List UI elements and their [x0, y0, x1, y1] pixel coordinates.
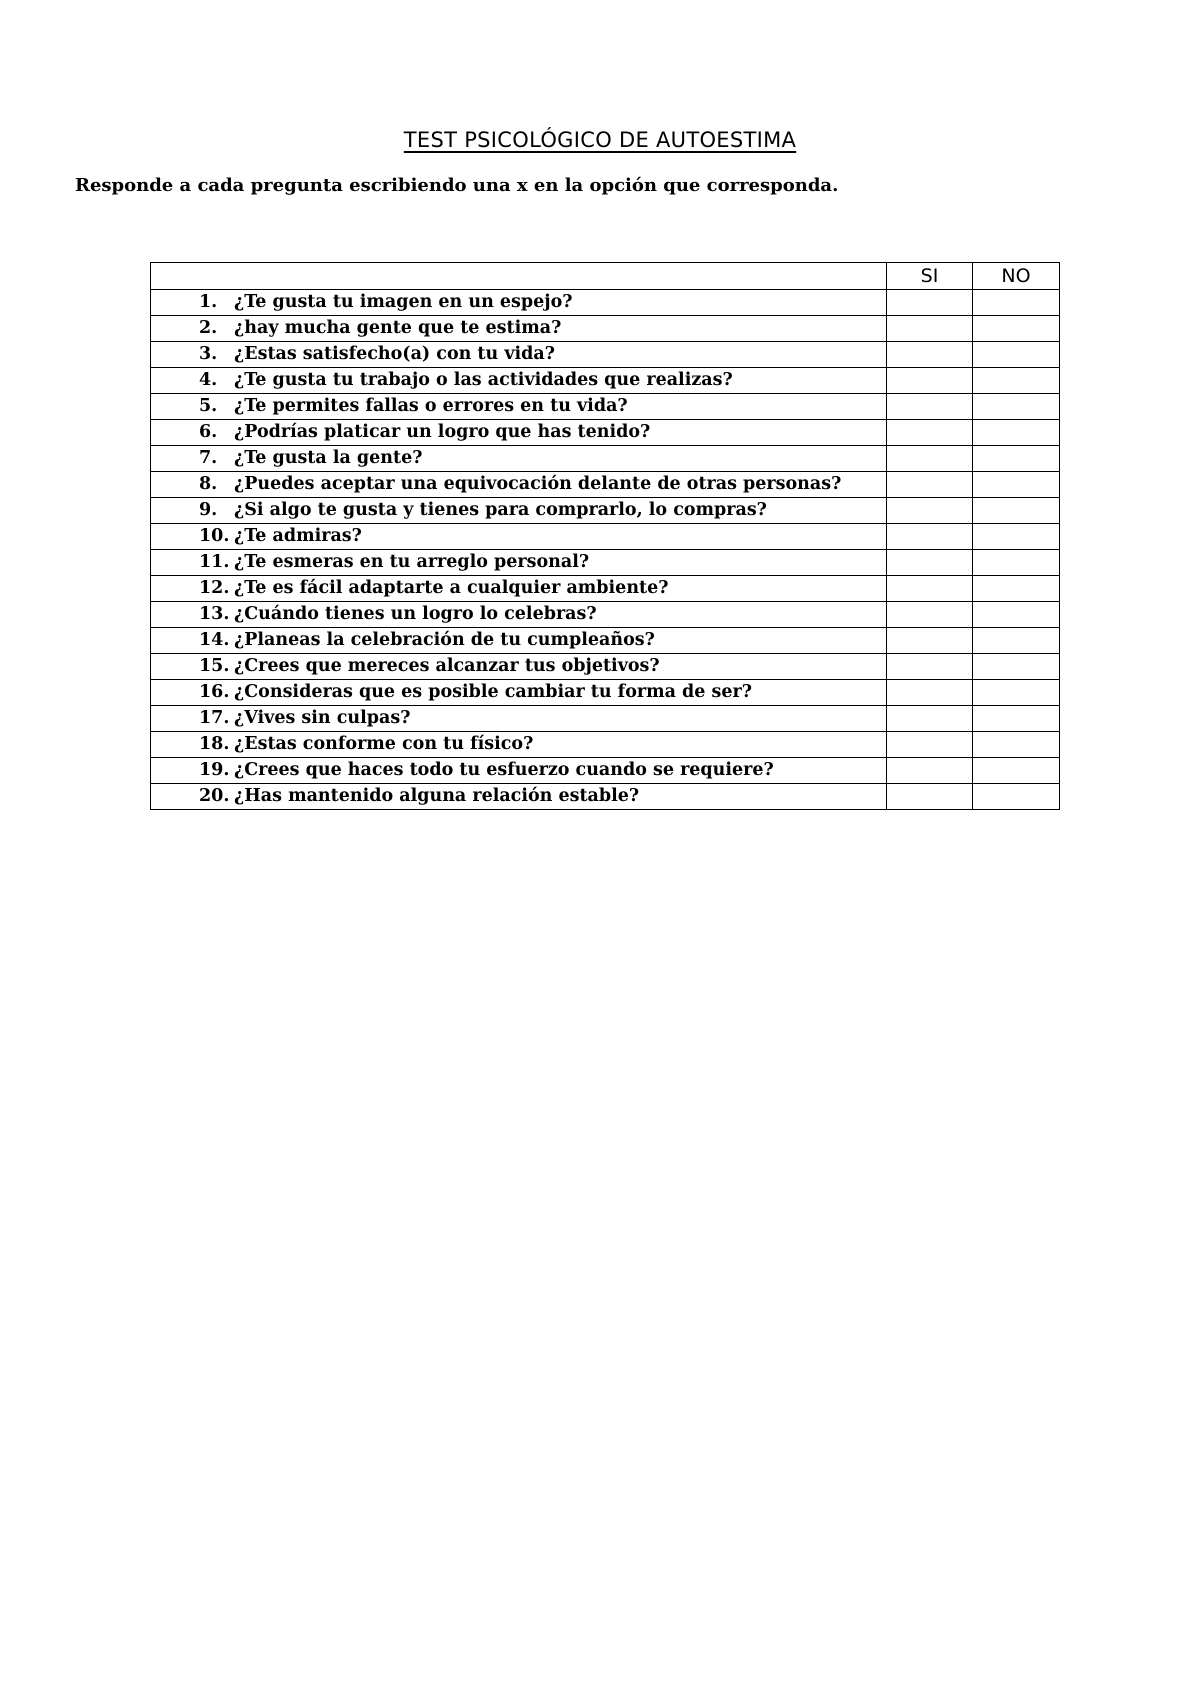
question-number: 17.	[199, 708, 230, 728]
question-cell	[151, 342, 887, 368]
answer-si-cell[interactable]	[887, 680, 973, 706]
table-row	[151, 524, 1060, 550]
question-text: ¿Te es fácil adaptarte a cualquier ambiente?	[234, 578, 669, 598]
answer-si-cell[interactable]	[887, 654, 973, 680]
question-cell	[151, 550, 887, 576]
answer-no-cell[interactable]	[973, 784, 1060, 810]
answer-si-cell[interactable]	[887, 706, 973, 732]
answer-si-cell[interactable]	[887, 420, 973, 446]
question-number: 16.	[199, 682, 230, 702]
question-cell	[151, 446, 887, 472]
answer-no-cell[interactable]	[973, 290, 1060, 316]
table-row	[151, 654, 1060, 680]
page-title-text: TEST PSICOLÓGICO DE AUTOESTIMA	[403, 128, 797, 152]
answer-no-cell[interactable]	[973, 524, 1060, 550]
answer-no-cell[interactable]	[973, 446, 1060, 472]
answer-si-cell[interactable]	[887, 784, 973, 810]
question-number: 13.	[199, 604, 230, 624]
table-row	[151, 628, 1060, 654]
question-text: ¿Cuándo tienes un logro lo celebras?	[234, 604, 597, 624]
answer-no-cell[interactable]	[973, 394, 1060, 420]
header-row	[151, 263, 1060, 290]
instructions-text: Responde a cada pregunta escribiendo una x en la opción que corresponda.	[75, 175, 839, 196]
question-number: 12.	[199, 578, 230, 598]
answer-no-cell[interactable]	[973, 628, 1060, 654]
table-row	[151, 316, 1060, 342]
question-text: ¿Has mantenido alguna relación estable?	[234, 786, 640, 806]
table-row	[151, 498, 1060, 524]
question-text: ¿Te gusta tu trabajo o las actividades que realizas?	[234, 370, 733, 390]
table-row	[151, 758, 1060, 784]
answer-si-cell[interactable]	[887, 550, 973, 576]
answer-no-cell[interactable]	[973, 316, 1060, 342]
answer-no-cell[interactable]	[973, 368, 1060, 394]
question-number: 1.	[199, 292, 218, 312]
question-number: 4.	[199, 370, 218, 390]
answer-si-cell[interactable]	[887, 316, 973, 342]
answer-no-cell[interactable]	[973, 550, 1060, 576]
question-number: 3.	[199, 344, 218, 364]
table-row	[151, 420, 1060, 446]
question-number: 14.	[199, 630, 230, 650]
table-row	[151, 342, 1060, 368]
answer-si-cell[interactable]	[887, 342, 973, 368]
question-cell	[151, 784, 887, 810]
answer-si-cell[interactable]	[887, 732, 973, 758]
question-cell	[151, 368, 887, 394]
answer-no-cell[interactable]	[973, 498, 1060, 524]
answer-si-cell[interactable]	[887, 576, 973, 602]
answer-no-cell[interactable]	[973, 420, 1060, 446]
question-cell	[151, 290, 887, 316]
question-number: 18.	[199, 734, 230, 754]
question-cell	[151, 498, 887, 524]
question-cell	[151, 602, 887, 628]
answer-no-cell[interactable]	[973, 732, 1060, 758]
answer-no-cell[interactable]	[973, 576, 1060, 602]
question-text: ¿hay mucha gente que te estima?	[234, 318, 562, 338]
question-number: 5.	[199, 396, 218, 416]
question-text: ¿Crees que haces todo tu esfuerzo cuando se requiere?	[234, 760, 774, 780]
table-row	[151, 576, 1060, 602]
table-row	[151, 680, 1060, 706]
question-text: ¿Planeas la celebración de tu cumpleaños?	[234, 630, 655, 650]
question-text: ¿Te esmeras en tu arreglo personal?	[234, 552, 590, 572]
table-row	[151, 394, 1060, 420]
answer-no-cell[interactable]	[973, 602, 1060, 628]
answer-no-cell[interactable]	[973, 342, 1060, 368]
header-no: NO	[973, 263, 1060, 290]
question-number: 9.	[199, 500, 218, 520]
question-number: 15.	[199, 656, 230, 676]
table-row	[151, 446, 1060, 472]
answer-si-cell[interactable]	[887, 524, 973, 550]
question-cell	[151, 758, 887, 784]
question-cell	[151, 576, 887, 602]
question-cell	[151, 316, 887, 342]
question-cell	[151, 654, 887, 680]
table-row	[151, 602, 1060, 628]
question-text: ¿Crees que mereces alcanzar tus objetivos?	[234, 656, 660, 676]
question-text: ¿Podrías platicar un logro que has tenido?	[234, 422, 651, 442]
question-cell	[151, 420, 887, 446]
answer-si-cell[interactable]	[887, 602, 973, 628]
question-text: ¿Puedes aceptar una equivocación delante de otras personas?	[234, 474, 842, 494]
question-number: 6.	[199, 422, 218, 442]
question-text: ¿Te gusta la gente?	[234, 448, 423, 468]
table-row	[151, 290, 1060, 316]
question-cell	[151, 524, 887, 550]
question-number: 19.	[199, 760, 230, 780]
answer-no-cell[interactable]	[973, 654, 1060, 680]
answer-no-cell[interactable]	[973, 758, 1060, 784]
questions-body	[151, 290, 1060, 810]
table-row	[151, 550, 1060, 576]
question-number: 11.	[199, 552, 230, 572]
table-row	[151, 472, 1060, 498]
question-number: 20.	[199, 786, 230, 806]
question-number: 7.	[199, 448, 218, 468]
answer-si-cell[interactable]	[887, 498, 973, 524]
question-text: ¿Te permites fallas o errores en tu vida?	[234, 396, 628, 416]
answer-si-cell[interactable]	[887, 394, 973, 420]
answer-si-cell[interactable]	[887, 368, 973, 394]
question-text: ¿Te gusta tu imagen en un espejo?	[234, 292, 573, 312]
question-text: ¿Estas satisfecho(a) con tu vida?	[234, 344, 555, 364]
question-cell	[151, 394, 887, 420]
answer-no-cell[interactable]	[973, 472, 1060, 498]
answer-no-cell[interactable]	[973, 706, 1060, 732]
answer-si-cell[interactable]	[887, 472, 973, 498]
question-cell	[151, 706, 887, 732]
question-text: ¿Te admiras?	[234, 526, 362, 546]
answer-si-cell[interactable]	[887, 628, 973, 654]
table-row	[151, 368, 1060, 394]
question-text: ¿Vives sin culpas?	[234, 708, 411, 728]
questionnaire-table	[150, 262, 1060, 810]
question-number: 10.	[199, 526, 230, 546]
question-cell	[151, 472, 887, 498]
question-cell	[151, 732, 887, 758]
question-cell	[151, 628, 887, 654]
question-text: ¿Si algo te gusta y tienes para comprarlo, lo compras?	[234, 500, 767, 520]
question-number: 2.	[199, 318, 218, 338]
answer-si-cell[interactable]	[887, 758, 973, 784]
question-text: ¿Estas conforme con tu físico?	[234, 734, 534, 754]
answer-no-cell[interactable]	[973, 680, 1060, 706]
header-question	[151, 263, 887, 290]
header-si: SI	[887, 263, 973, 290]
question-cell	[151, 680, 887, 706]
answer-si-cell[interactable]	[887, 446, 973, 472]
table-row	[151, 706, 1060, 732]
question-number: 8.	[199, 474, 218, 494]
table-row	[151, 784, 1060, 810]
question-text: ¿Consideras que es posible cambiar tu forma de ser?	[234, 682, 752, 702]
answer-si-cell[interactable]	[887, 290, 973, 316]
page-title	[0, 128, 1200, 152]
table-row	[151, 732, 1060, 758]
